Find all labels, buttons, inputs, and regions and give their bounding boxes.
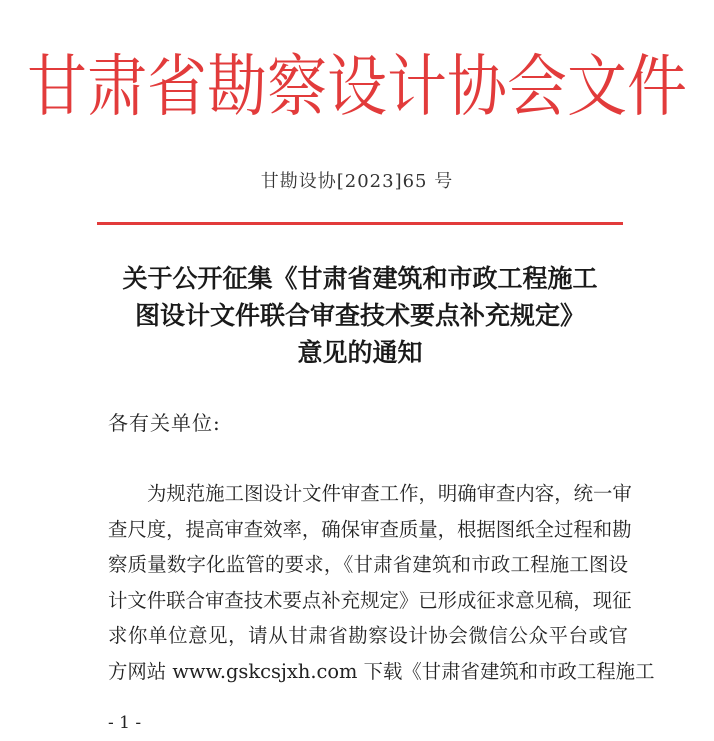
notice-title-line: 图设计文件联合审查技术要点补充规定》 — [134, 301, 585, 330]
page-number: - 1 - — [108, 713, 142, 733]
body-paragraph — [108, 476, 655, 689]
salutation: 各有关单位: — [108, 411, 221, 435]
notice-title-line: 关于公开征集《甘肃省建筑和市政工程施工 — [122, 264, 598, 293]
body-line: 察质量数字化监管的要求，《甘肃省建筑和市政工程施工图设 — [108, 553, 628, 576]
body-line: 求你单位意见，请从甘肃省勘察设计协会微信公众平台或官 — [108, 624, 628, 647]
body-line: 方网站 www.gskcsjxh.com 下载《甘肃省建筑和市政工程施工 — [108, 659, 655, 683]
body-line: 为规范施工图设计文件审查工作，明确审查内容，统一审 — [147, 482, 632, 505]
body-line: 查尺度，提高审查效率，确保审查质量，根据图纸全过程和勘 — [108, 517, 632, 541]
notice-title-line: 意见的通知 — [297, 338, 423, 367]
masthead-title: 甘肃省勘察设计协会文件 — [27, 48, 687, 127]
red-divider-line — [97, 222, 623, 225]
body-line: 计文件联合审查技术要点补充规定》已形成征求意见稿，现征 — [108, 588, 632, 612]
notice-title — [70, 260, 650, 371]
document-number: 甘勘设协[2023]65 号 — [260, 171, 454, 192]
